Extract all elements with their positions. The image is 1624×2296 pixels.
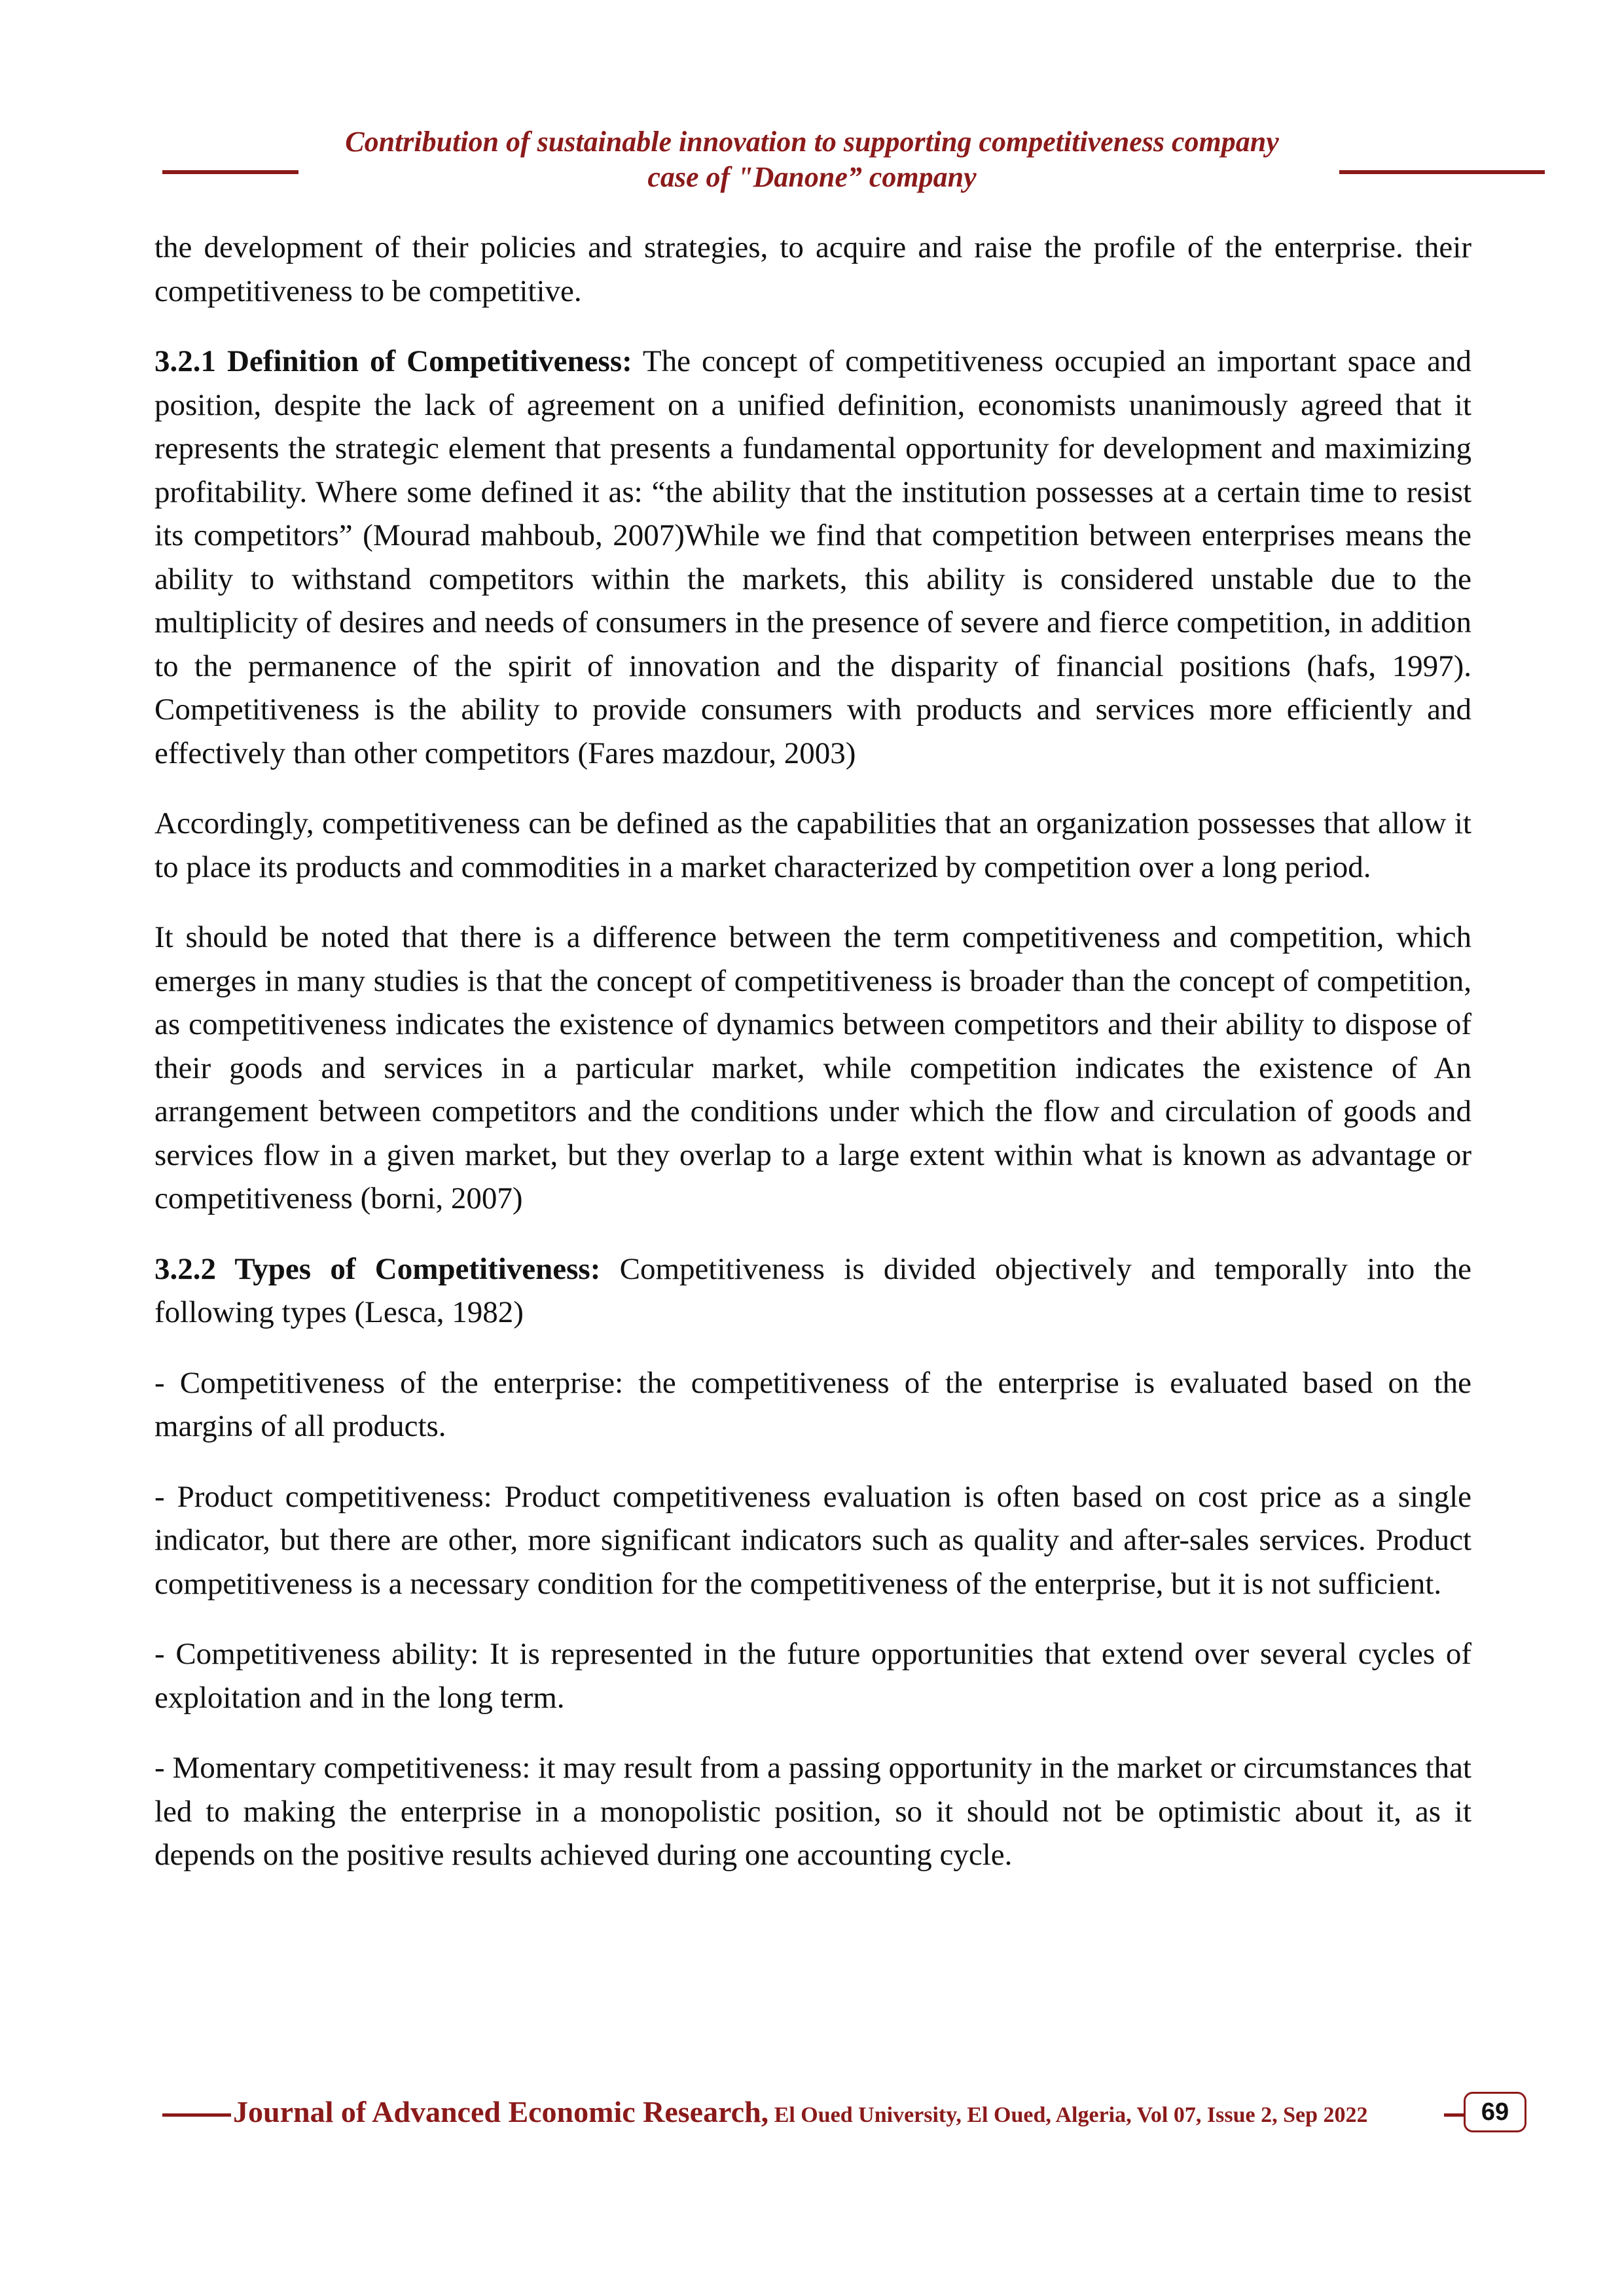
paragraph-text: Competitiveness is divided objectively and temporally into the following types (Lesca, 1982) xyxy=(154,1251,1471,1329)
paragraph-3 xyxy=(154,802,1471,889)
running-footer xyxy=(162,2092,1530,2138)
section-heading-3-2-2: 3.2.2 Types of Competitiveness: xyxy=(154,1251,601,1286)
footer-citation xyxy=(233,2092,1367,2140)
journal-info: El Oued University, El Oued, Algeria, Vol 07, Issue 2, Sep 2022 xyxy=(768,2103,1368,2127)
paragraph-text: - Competitiveness of the enterprise: the competitiveness of the enterprise is evaluated based on the margins of all products. xyxy=(154,1365,1471,1443)
running-header xyxy=(0,124,1624,203)
paragraph-text: the development of their policies and strategies, to acquire and raise the profile of the enterprise. their competitiveness to be competitive. xyxy=(154,230,1471,308)
paragraph-text: - Competitiveness ability: It is represented in the future opportunities that extend over several cycles of exploitation and in the long term. xyxy=(154,1637,1471,1715)
paragraph-text: The concept of competitiveness occupied an important space and position, despite the lack of agreement on a unified definition, economists unanimously agreed that it represents the strategic element that presents a fundamental opportunity for development and maximizing profitability. Where some defined it as: “the ability that the institution possesses at a certain time to resist its competitors” (Mourad mahboub, 2007)While we find that competition between enterprises means the ability to withstand competitors within the markets, this ability is considered unstable due to the multiplicity of desires and needs of consumers in the presence of severe and fierce competition, in addition to the permanence of the spirit of innovation and the disparity of financial positions (hafs, 1997). Competitiveness is the ability to provide consumers with products and services more efficiently and effectively than other competitors (Fares mazdour, 2003) xyxy=(154,344,1471,770)
paragraph-4 xyxy=(154,916,1471,1221)
paragraph-text: - Momentary competitiveness: it may result from a passing opportunity in the market or circumstances that led to making the enterprise in a monopolistic position, so it should not be optimistic about it, as it depends on the positive results achieved during one accounting cycle. xyxy=(154,1751,1471,1872)
section-heading-3-2-1: 3.2.1 Definition of Competitiveness: xyxy=(154,344,632,378)
header-rule-right xyxy=(1339,170,1545,174)
footer-rule-left xyxy=(162,2113,231,2117)
paragraph-text: Accordingly, competitiveness can be defined as the capabilities that an organization possesses that allow it to place its products and commodities in a market characterized by competition over a long period. xyxy=(154,806,1471,884)
article-body xyxy=(154,226,1471,1904)
page-number: 69 xyxy=(1464,2092,1526,2132)
journal-name: Journal of Advanced Economic Research, xyxy=(233,2095,769,2128)
paragraph-2 xyxy=(154,340,1471,775)
list-item-ability xyxy=(154,1632,1471,1719)
header-title-line1: Contribution of sustainable innovation to supporting competitiveness company xyxy=(345,126,1279,158)
paragraph-text: - Product competitiveness: Product competitiveness evaluation is often based on cost price as a single indicator, but there are other, more significant indicators such as quality and after-sales services. Product competitiveness is a necessary condition for the competitiveness of the enterprise, but it is not sufficient. xyxy=(154,1479,1471,1601)
footer-rule-right xyxy=(1444,2113,1464,2117)
list-item-momentary xyxy=(154,1746,1471,1877)
paragraph-text: It should be noted that there is a difference between the term competitiveness and competition, which emerges in many studies is that the concept of competitiveness is broader than the concept of competition, as competitiveness indicates the existence of dynamics between competitors and their ability to dispose of their goods and services in a particular market, while competition indicates the existence of An arrangement between competitors and the conditions under which the flow and circulation of goods and services flow in a given market, but they overlap to a large extent within what is known as advantage or competitiveness (borni, 2007) xyxy=(154,920,1471,1215)
list-item-product xyxy=(154,1475,1471,1606)
header-title-line2: case of "Danone” company xyxy=(647,161,977,193)
paragraph-5 xyxy=(154,1247,1471,1335)
list-item-enterprise xyxy=(154,1361,1471,1448)
paragraph-1 xyxy=(154,226,1471,313)
